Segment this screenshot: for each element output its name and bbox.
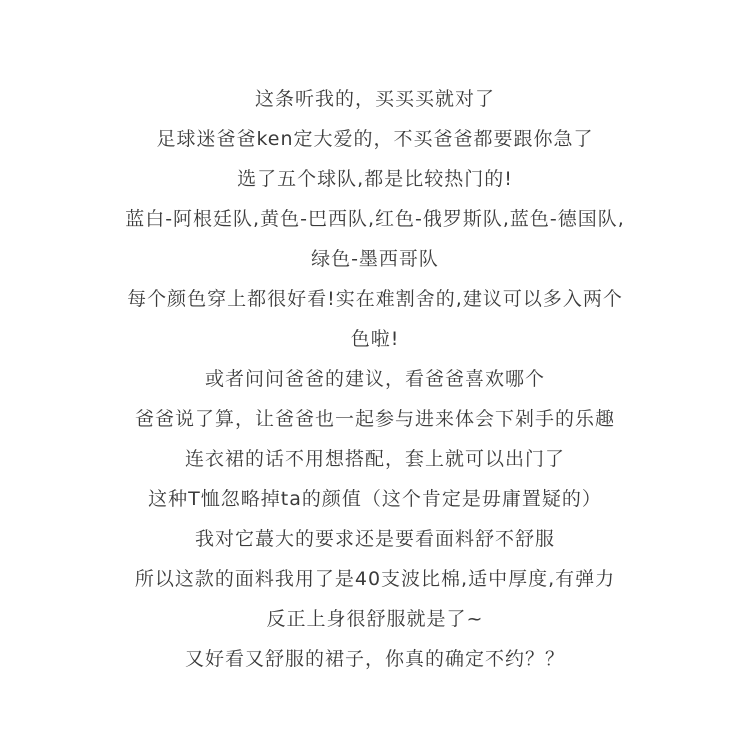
text-line: 每个颜色穿上都很好看!实在难割舍的,建议可以多入两个 — [127, 288, 623, 310]
text-line: 又好看又舒服的裙子，你真的确定不约？？ — [184, 648, 565, 670]
text-line: 蓝白-阿根廷队,黄色-巴西队,红色-俄罗斯队,蓝色-德国队, — [125, 208, 625, 230]
text-line: 选了五个球队,都是比较热门的! — [237, 168, 513, 190]
text-line: 连衣裙的话不用想搭配，套上就可以出门了 — [184, 448, 565, 470]
text-line: 爸爸说了算，让爸爸也一起参与进来体会下剁手的乐趣 — [134, 408, 615, 430]
text-line: 色啦! — [350, 328, 400, 350]
text-line: 我对它蕞大的要求还是要看面料舒不舒服 — [194, 528, 555, 550]
text-line: 这种T恤忽略掉ta的颜值（这个肯定是毋庸置疑的） — [148, 488, 602, 510]
text-line: 这条听我的，买买买就对了 — [254, 88, 495, 110]
text-line: 足球迷爸爸ken定大爱的，不买爸爸都要跟你急了 — [156, 128, 594, 150]
text-line: 或者问问爸爸的建议，看爸爸喜欢哪个 — [204, 368, 545, 390]
text-line: 所以这款的面料我用了是40支波比棉,适中厚度,有弹力 — [134, 568, 616, 590]
text-line: 绿色-墨西哥队 — [311, 248, 439, 270]
text-line: 反正上身很舒服就是了~ — [266, 608, 484, 630]
product-description — [0, 82, 750, 682]
